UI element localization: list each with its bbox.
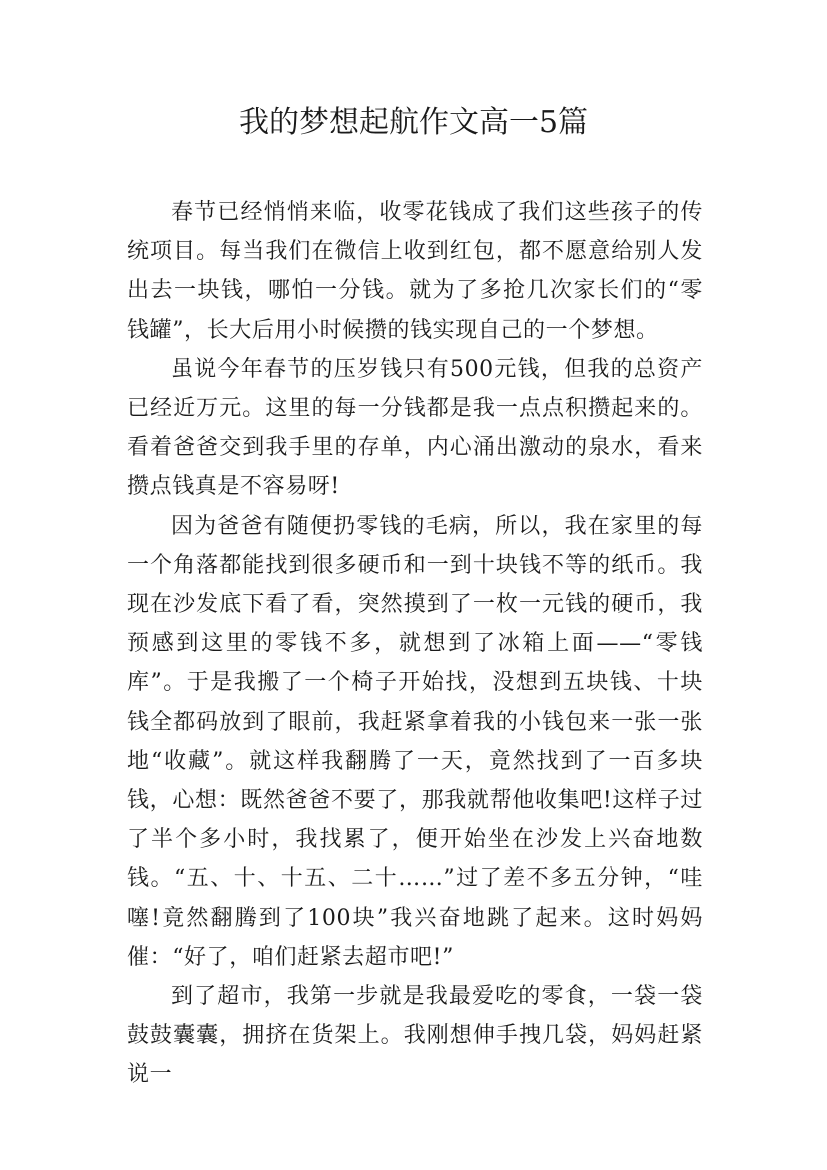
document-body xyxy=(127,193,703,1095)
paragraph-1: 春节已经悄悄来临，收零花钱成了我们这些孩子的传统项目。每当我们在微信上收到红包，都不愿意给别人发出去一块钱，哪怕一分钱。就为了多抢几次家长们的“零钱罐”，长大后用小时候攒的钱实现自己的一个梦想。 xyxy=(127,200,703,343)
paragraph-2: 虽说今年春节的压岁钱只有500元钱，但我的总资产已经近万元。这里的每一分钱都是我一点点积攒起来的。看着爸爸交到我手里的存单，内心涌出激动的泉水，看来攒点钱真是不容易呀! xyxy=(127,356,703,500)
document-title: 我的梦想起航作文高一5篇 xyxy=(238,105,589,140)
paragraph-3: 因为爸爸有随便扔零钱的毛病，所以，我在家里的每一个角落都能找到很多硬币和一到十块钱不等的纸币。我现在沙发底下看了看，突然摸到了一枚一元钱的硬币，我预感到这里的零钱不多，就想到了冰箱上面——“零钱库”。于是我搬了一个椅子开始找，没想到五块钱、十块钱全都码放到了眼前，我赶紧拿着我的小钱包来一张一张地“收藏”。就这样我翻腾了一天，竟然找到了一百多块钱，心想：既然爸爸不要了，那我就帮他收集吧!这样子过了半个多小时，我找累了，便开始坐在沙发上兴奋地数钱。“五、十、十五、二十……”过了差不多五分钟，“哇噻!竟然翻腾到了100块”我兴奋地跳了起来。这时妈妈催：“好了，咱们赶紧去超市吧!” xyxy=(127,513,703,970)
paragraph-4: 到了超市，我第一步就是我最爱吃的零食，一袋一袋鼓鼓囊囊，拥挤在货架上。我刚想伸手拽几袋，妈妈赶紧说一 xyxy=(127,984,703,1088)
